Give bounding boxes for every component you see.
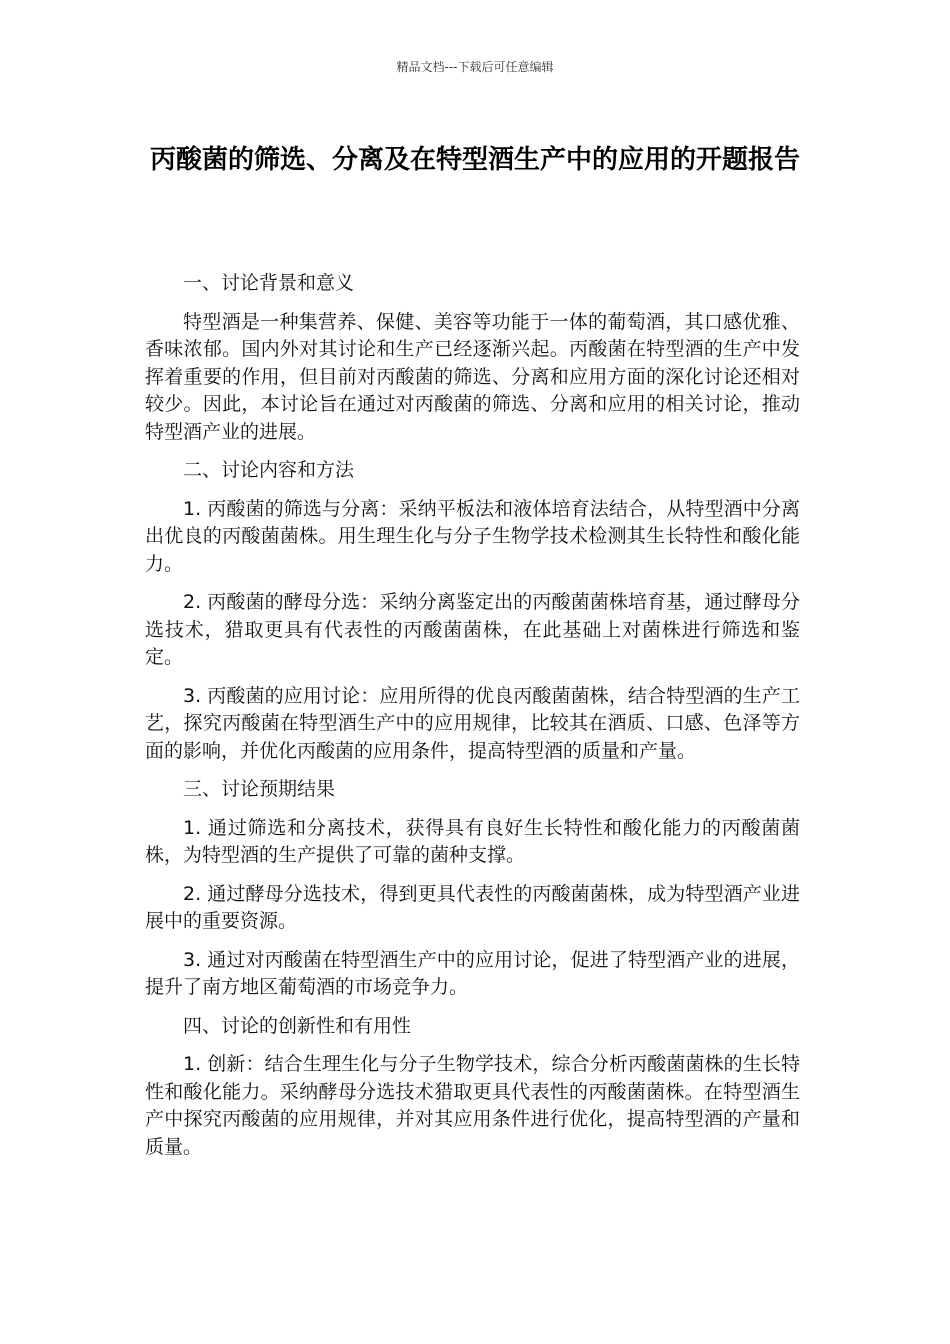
section-heading-expected-results: 三、讨论预期结果 — [183, 778, 336, 800]
paragraph-result-1: 1. 通过筛选和分离技术，获得具有良好生长特性和酸化能力的丙酸菌菌株，为特型酒的生产提供了可靠的菌种支撑。 — [145, 816, 800, 866]
paragraph-method-3: 3. 丙酸菌的应用讨论：应用所得的优良丙酸菌菌株，结合特型酒的生产工艺，探究丙酸菌在特型酒生产中的应用规律，比较其在酒质、口感、色泽等方面的影响，并优化丙酸菌的应用条件，提高特型酒的质量和产量。 — [145, 684, 800, 762]
paragraph-background: 特型酒是一种集营养、保健、美容等功能于一体的葡萄酒，其口感优雅、香味浓郁。国内外对其讨论和生产已经逐渐兴起。丙酸菌在特型酒的生产中发挥着重要的作用，但目前对丙酸菌的筛选、分离和应用方面的深化讨论还相对较少。因此，本讨论旨在通过对丙酸菌的筛选、分离和应用的相关讨论，推动特型酒产业的进展。 — [145, 310, 800, 443]
document-body — [145, 270, 800, 1172]
paragraph-result-2: 2. 通过酵母分选技术，得到更具代表性的丙酸菌菌株，成为特型酒产业进展中的重要资源。 — [145, 882, 800, 932]
paragraph-method-2: 2. 丙酸菌的酵母分选：采纳分离鉴定出的丙酸菌菌株培育基，通过酵母分选技术，猎取更具有代表性的丙酸菌菌株，在此基础上对菌株进行筛选和鉴定。 — [145, 591, 800, 668]
paragraph-result-3: 3. 通过对丙酸菌在特型酒生产中的应用讨论，促进了特型酒产业的进展，提升了南方地区葡萄酒的市场竞争力。 — [145, 948, 800, 998]
section-heading-content-methods: 二、讨论内容和方法 — [183, 459, 355, 481]
section-heading-background: 一、讨论背景和意义 — [183, 272, 355, 294]
section-heading-innovation: 四、讨论的创新性和有用性 — [183, 1014, 412, 1037]
document-title: 丙酸菌的筛选、分离及在特型酒生产中的应用的开题报告 — [149, 145, 800, 175]
paragraph-innovation-1: 1. 创新：结合生理生化与分子生物学技术，综合分析丙酸菌菌株的生长特性和酸化能力。采纳酵母分选技术猎取更具代表性的丙酸菌菌株。在特型酒生产中探究丙酸菌的应用规律，并对其应用条件进行优化，提高特型酒的产量和质量。 — [145, 1053, 800, 1158]
paragraph-method-1: 1. 丙酸菌的筛选与分离：采纳平板法和液体培育法结合，从特型酒中分离出优良的丙酸菌菌株。用生理生化与分子生物学技术检测其生长特性和酸化能力。 — [145, 497, 800, 575]
header-note: 精品文档---下载后可任意编辑 — [396, 60, 554, 74]
